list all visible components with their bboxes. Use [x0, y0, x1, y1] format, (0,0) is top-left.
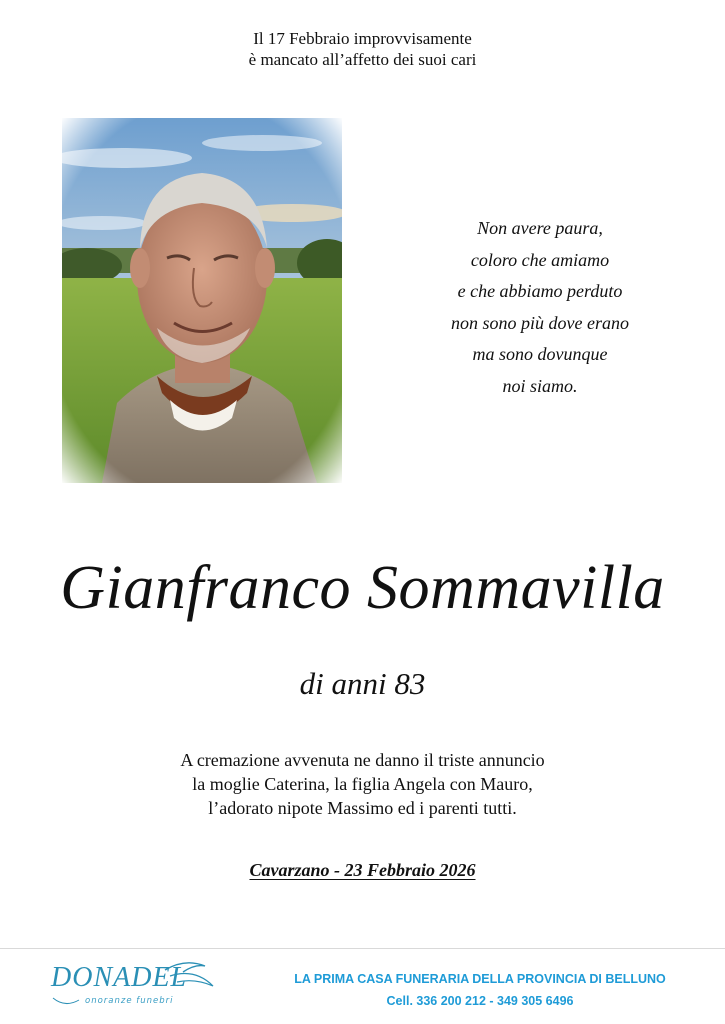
intro-line-2: è mancato all’affetto dei suoi cari: [248, 50, 477, 69]
announcement-line: l’adorato nipote Massimo ed i parenti tutti.: [208, 798, 517, 818]
intro-line-1: Il 17 Febbraio improvvisamente: [253, 29, 472, 48]
donadel-logo: [45, 956, 220, 1016]
company-info: [270, 968, 690, 1012]
deceased-name: Gianfranco Sommavilla: [60, 554, 665, 622]
poem: [420, 213, 660, 402]
place-date-text: Cavarzano - 23 Febbraio 2026: [249, 860, 476, 880]
announcement-line: A cremazione avvenuta ne danno il triste annuncio: [180, 750, 545, 770]
poem-line: e che abbiamo perduto: [457, 281, 623, 301]
announcement-line: la moglie Caterina, la figlia Angela con Mauro,: [192, 774, 533, 794]
poem-line: ma sono dovunque: [472, 344, 608, 364]
footer-divider: [0, 948, 725, 949]
logo-wordmark: DONADEL: [51, 962, 188, 993]
poem-line: Non avere paura,: [477, 218, 603, 238]
logo-subtitle: onoranze funebri: [85, 996, 174, 1006]
company-phones: Cell. 336 200 212 - 349 305 6496: [386, 994, 574, 1008]
poem-line: noi siamo.: [502, 375, 578, 396]
company-tagline: LA PRIMA CASA FUNERARIA DELLA PROVINCIA DI BELLUNO: [294, 972, 666, 986]
place-and-date: [0, 858, 725, 882]
announcement-text: [0, 748, 725, 820]
deceased-age: di anni 83: [299, 666, 426, 701]
poem-line: non sono più dove erano: [451, 312, 629, 333]
intro-text: [0, 28, 725, 70]
portrait-photo: [62, 118, 342, 483]
poem-line: coloro che amiamo: [470, 249, 610, 270]
